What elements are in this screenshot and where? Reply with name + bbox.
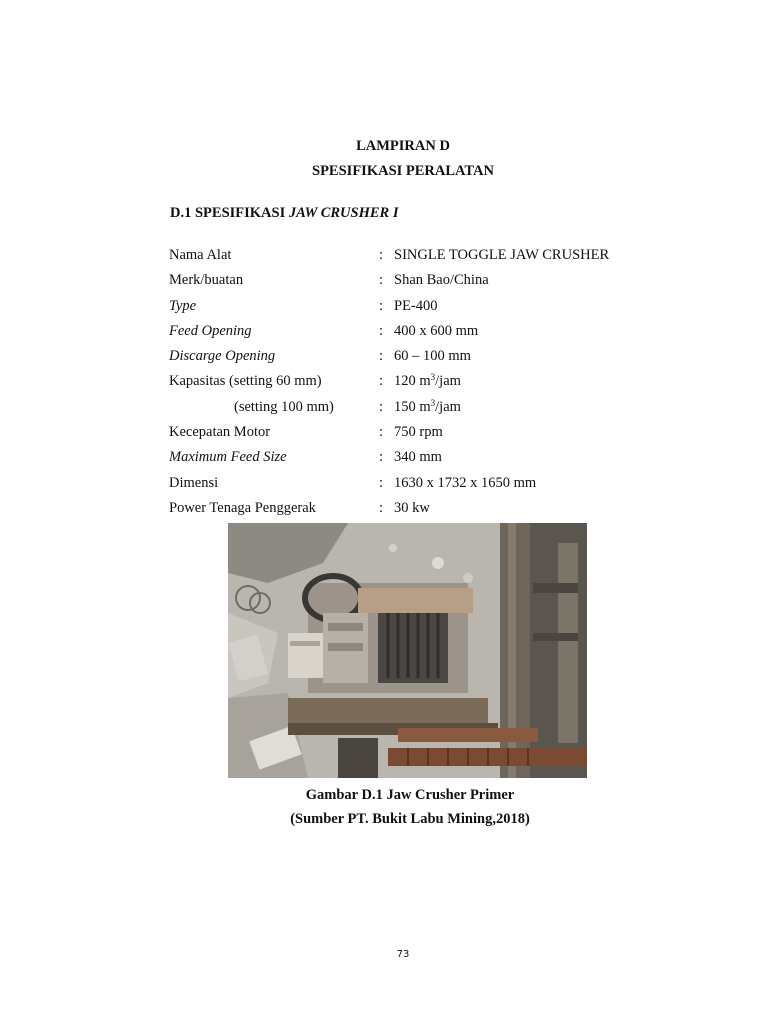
- spec-value: 340 mm: [394, 449, 442, 466]
- spec-value: 30 kw: [394, 499, 430, 516]
- spec-colon: :: [379, 322, 384, 339]
- spec-row-kecepatan: [169, 420, 689, 445]
- spec-value: 150 $m^3$/jam: [394, 397, 461, 415]
- spec-colon: :: [379, 348, 384, 365]
- spec-label: Feed Opening: [169, 322, 252, 339]
- spec-colon: :: [379, 247, 384, 263]
- spec-value: 400 x 600 mm: [394, 322, 479, 339]
- spec-colon: :: [379, 398, 384, 415]
- spec-label: Merk/buatan: [169, 272, 244, 289]
- spec-colon: :: [379, 297, 384, 314]
- figure-source: (Sumber PT. Bukit Labu Mining,2018): [290, 811, 530, 827]
- spec-label: Kecepatan Motor: [169, 424, 271, 441]
- spec-colon: :: [379, 373, 384, 390]
- spec-row-max-feed: [169, 445, 689, 470]
- spec-row-feed-opening: [169, 319, 689, 344]
- spec-label: Type: [169, 297, 197, 314]
- spec-row-dimensi: [169, 471, 689, 496]
- page-number: 73: [396, 949, 410, 960]
- spec-label: Nama Alat: [169, 247, 232, 263]
- spec-label: Kapasitas (setting 60 mm): [169, 373, 322, 390]
- spec-value: SINGLE TOGGLE JAW CRUSHER: [394, 247, 610, 263]
- spec-table: [169, 243, 689, 521]
- spec-row-type: [169, 294, 689, 319]
- jaw-crusher-photo: [228, 523, 587, 778]
- section-heading: [170, 205, 398, 222]
- spec-label: Maximum Feed Size: [169, 449, 287, 466]
- spec-row-power: [169, 496, 689, 521]
- spec-value: 120 $m^3$/jam: [394, 372, 461, 390]
- spec-label: Power Tenaga Penggerak: [169, 499, 316, 516]
- section-prefix: D.1 SPESIFIKASI: [170, 205, 289, 221]
- section-italic: JAW CRUSHER I: [288, 205, 399, 221]
- spec-label: Discarge Opening: [169, 348, 276, 365]
- spec-row-kapasitas-60: [169, 369, 689, 394]
- spec-colon: :: [379, 449, 384, 466]
- spec-colon: :: [379, 424, 384, 441]
- spec-colon: :: [379, 474, 384, 491]
- spec-value: PE-400: [394, 297, 438, 314]
- spec-value: 750 rpm: [394, 424, 443, 441]
- appendix-heading: LAMPIRAN D: [356, 138, 450, 154]
- spec-value: 60 – 100 mm: [394, 348, 471, 365]
- spec-value: 1630 x 1732 x 1650 mm: [394, 474, 537, 491]
- figure-caption: Gambar D.1 Jaw Crusher Primer: [305, 787, 515, 803]
- spec-colon: :: [379, 272, 384, 289]
- spec-colon: :: [379, 499, 384, 516]
- spec-row-discharge: [169, 344, 689, 369]
- page-title: SPESIFIKASI PERALATAN: [312, 163, 494, 179]
- spec-label: (setting 100 mm): [234, 398, 334, 415]
- spec-row-merk: [169, 268, 689, 293]
- spec-label: Dimensi: [169, 474, 219, 491]
- spec-row-kapasitas-100: [169, 395, 689, 420]
- spec-value: Shan Bao/China: [394, 272, 489, 289]
- spec-row-nama-alat: [169, 243, 689, 268]
